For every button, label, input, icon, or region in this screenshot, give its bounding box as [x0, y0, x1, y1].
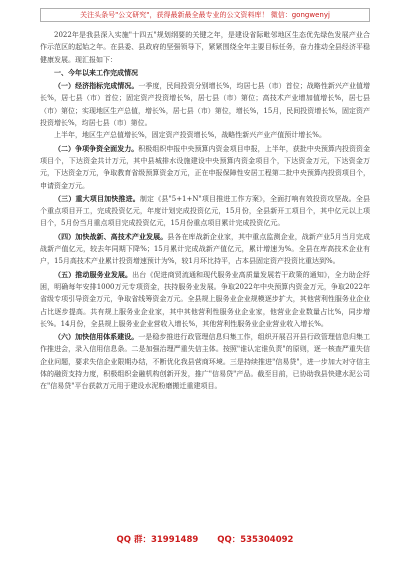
paragraph-text: 制定《县"5+1+N"项目推进工作方案》，全面打响有效投资攻坚战。全县个重点项目开工，完成投资亿元，年度计划完成投资亿元，15月份，全县新开工项目个，其中亿元以上项目个，5月份当月重点项目完成投资亿元，15月份重点项目累计完成投资亿元。	[40, 194, 370, 228]
footer-contact	[40, 532, 370, 548]
paragraph-text: 一季度，民间投资分别增长%，均居七县（市）首位；战略性新兴产业值增长%，居七县（市）首位；固定资产投资增长%，居七县（市）第位；高技术产业增加值增长%，居七县（市）第位；实现地区生产总值，增长%，居七县（市）第位，增长%，15月，民间投资增长%，固定资产投资增长%，均居七县（市）第位。	[40, 82, 370, 128]
intro-paragraph: 2022年是我县深入实施"十四五"规划纲要的关键之年，是建设省际毗邻地区生态优先绿色发展产业合作示范区的起始之年。在县委、县政府的坚强领导下，紧紧围绕全年主要目标任务，奋力推动全县经济平稳健康发展。现汇报如下：	[40, 31, 370, 64]
paragraph-major-projects	[40, 193, 370, 230]
document-body	[40, 29, 370, 525]
paragraph-text: 一是稳步推进行政管理信息归集工作，组织开展召开县行政管理信息归集工作推进会，录入信用信息条。二是加强治理严重失信主体。按照"谁认定谁负责"的原则，逐一核查严重失信企业问题，要求失信企业限期办结，不断优化我县营商环境。三是持续推进"信易贷"，进一步加大对守信主体的融资支持力度，积极组织金融机构创新开发，推广"信易贷"产品。截至目前，已协助我县快建水泥公司在"信易贷"平台获款万元用于建设水泥粉磨搬迁重建项目。	[40, 333, 370, 391]
header-banner: 关注头条号"公文研究"，获得最新最全最专业的公文资料库！ 微信：gongwenyj	[40, 8, 370, 22]
subheading: （六）加快信用体系建设。	[54, 332, 139, 342]
paragraph-text: 出台《促进商贸流通和现代服务业高质量发展若干政策的通知》，全力助企纾困，明确每年安排1000万元专项资金，扶持服务业发展。争取2022年中央预算内资金万元，争取2022年省级专项引导资金万元，争取省线筹资金万元。全县规上服务业企业规模逐步扩大，其他营利性服务业企业占比逐步提高。共有规上服务业企业家，其中其他营利性服务业企业家，他营业企业数量占比%，同步增长%。14月份，全县规上服务业企业营收入增长%，其他营利性服务业企业营业收入增长%。	[40, 270, 370, 328]
subheading: （三）重大项目加快推进。	[54, 193, 140, 203]
paragraph-services	[40, 269, 370, 330]
paragraph-credit	[40, 331, 370, 392]
paragraph-text: 县各在库战新企业家，其中重点监测企业，战新产业5月当月完成战新产值亿元，较去年同期下降%；15月累计完成战新产值亿元，累计增速为%。全县在库高技术企业有户，15月高技术产业累计投资增速预计为%，较1月环比持平，占本县固定资产投资比重达到%。	[40, 232, 370, 266]
paragraph-text: 积极组织申报中央预算内资金项目申报，上半年，获批中央预算内投资资金项目个，下达资金共计万元，其中县城排水设施建设中央预算内资金项目个，下达资金万元，下达资金万元，下达资金万元，争取教育省级预算资金万元，正在申报保障性安居工程第二批中央预算内投资项目个，申请资金万元。	[40, 144, 370, 190]
paragraph-half-year: 上半年，地区生产总值增长%，固定资产投资增长%，战略性新兴产业产值预计增长%。	[54, 131, 326, 140]
paragraph-economic-indicators	[40, 80, 370, 129]
section-heading	[40, 67, 370, 79]
heading-text: 一、今年以来工作完成情况	[54, 67, 138, 77]
paragraph-funding	[40, 143, 370, 192]
paragraph-hightech	[40, 231, 370, 268]
footer-qq: QQ：535304092	[217, 535, 294, 545]
subheading: （一）经济指标完成情况。	[54, 81, 139, 91]
subheading: （二）争项争资全面发力。	[54, 143, 139, 153]
subheading: （四）加快战新、高技术产业发展。	[54, 231, 168, 241]
subheading: （五）推动服务业发展。	[54, 269, 133, 279]
footer-qq-group: QQ 群：31991489	[116, 535, 199, 545]
